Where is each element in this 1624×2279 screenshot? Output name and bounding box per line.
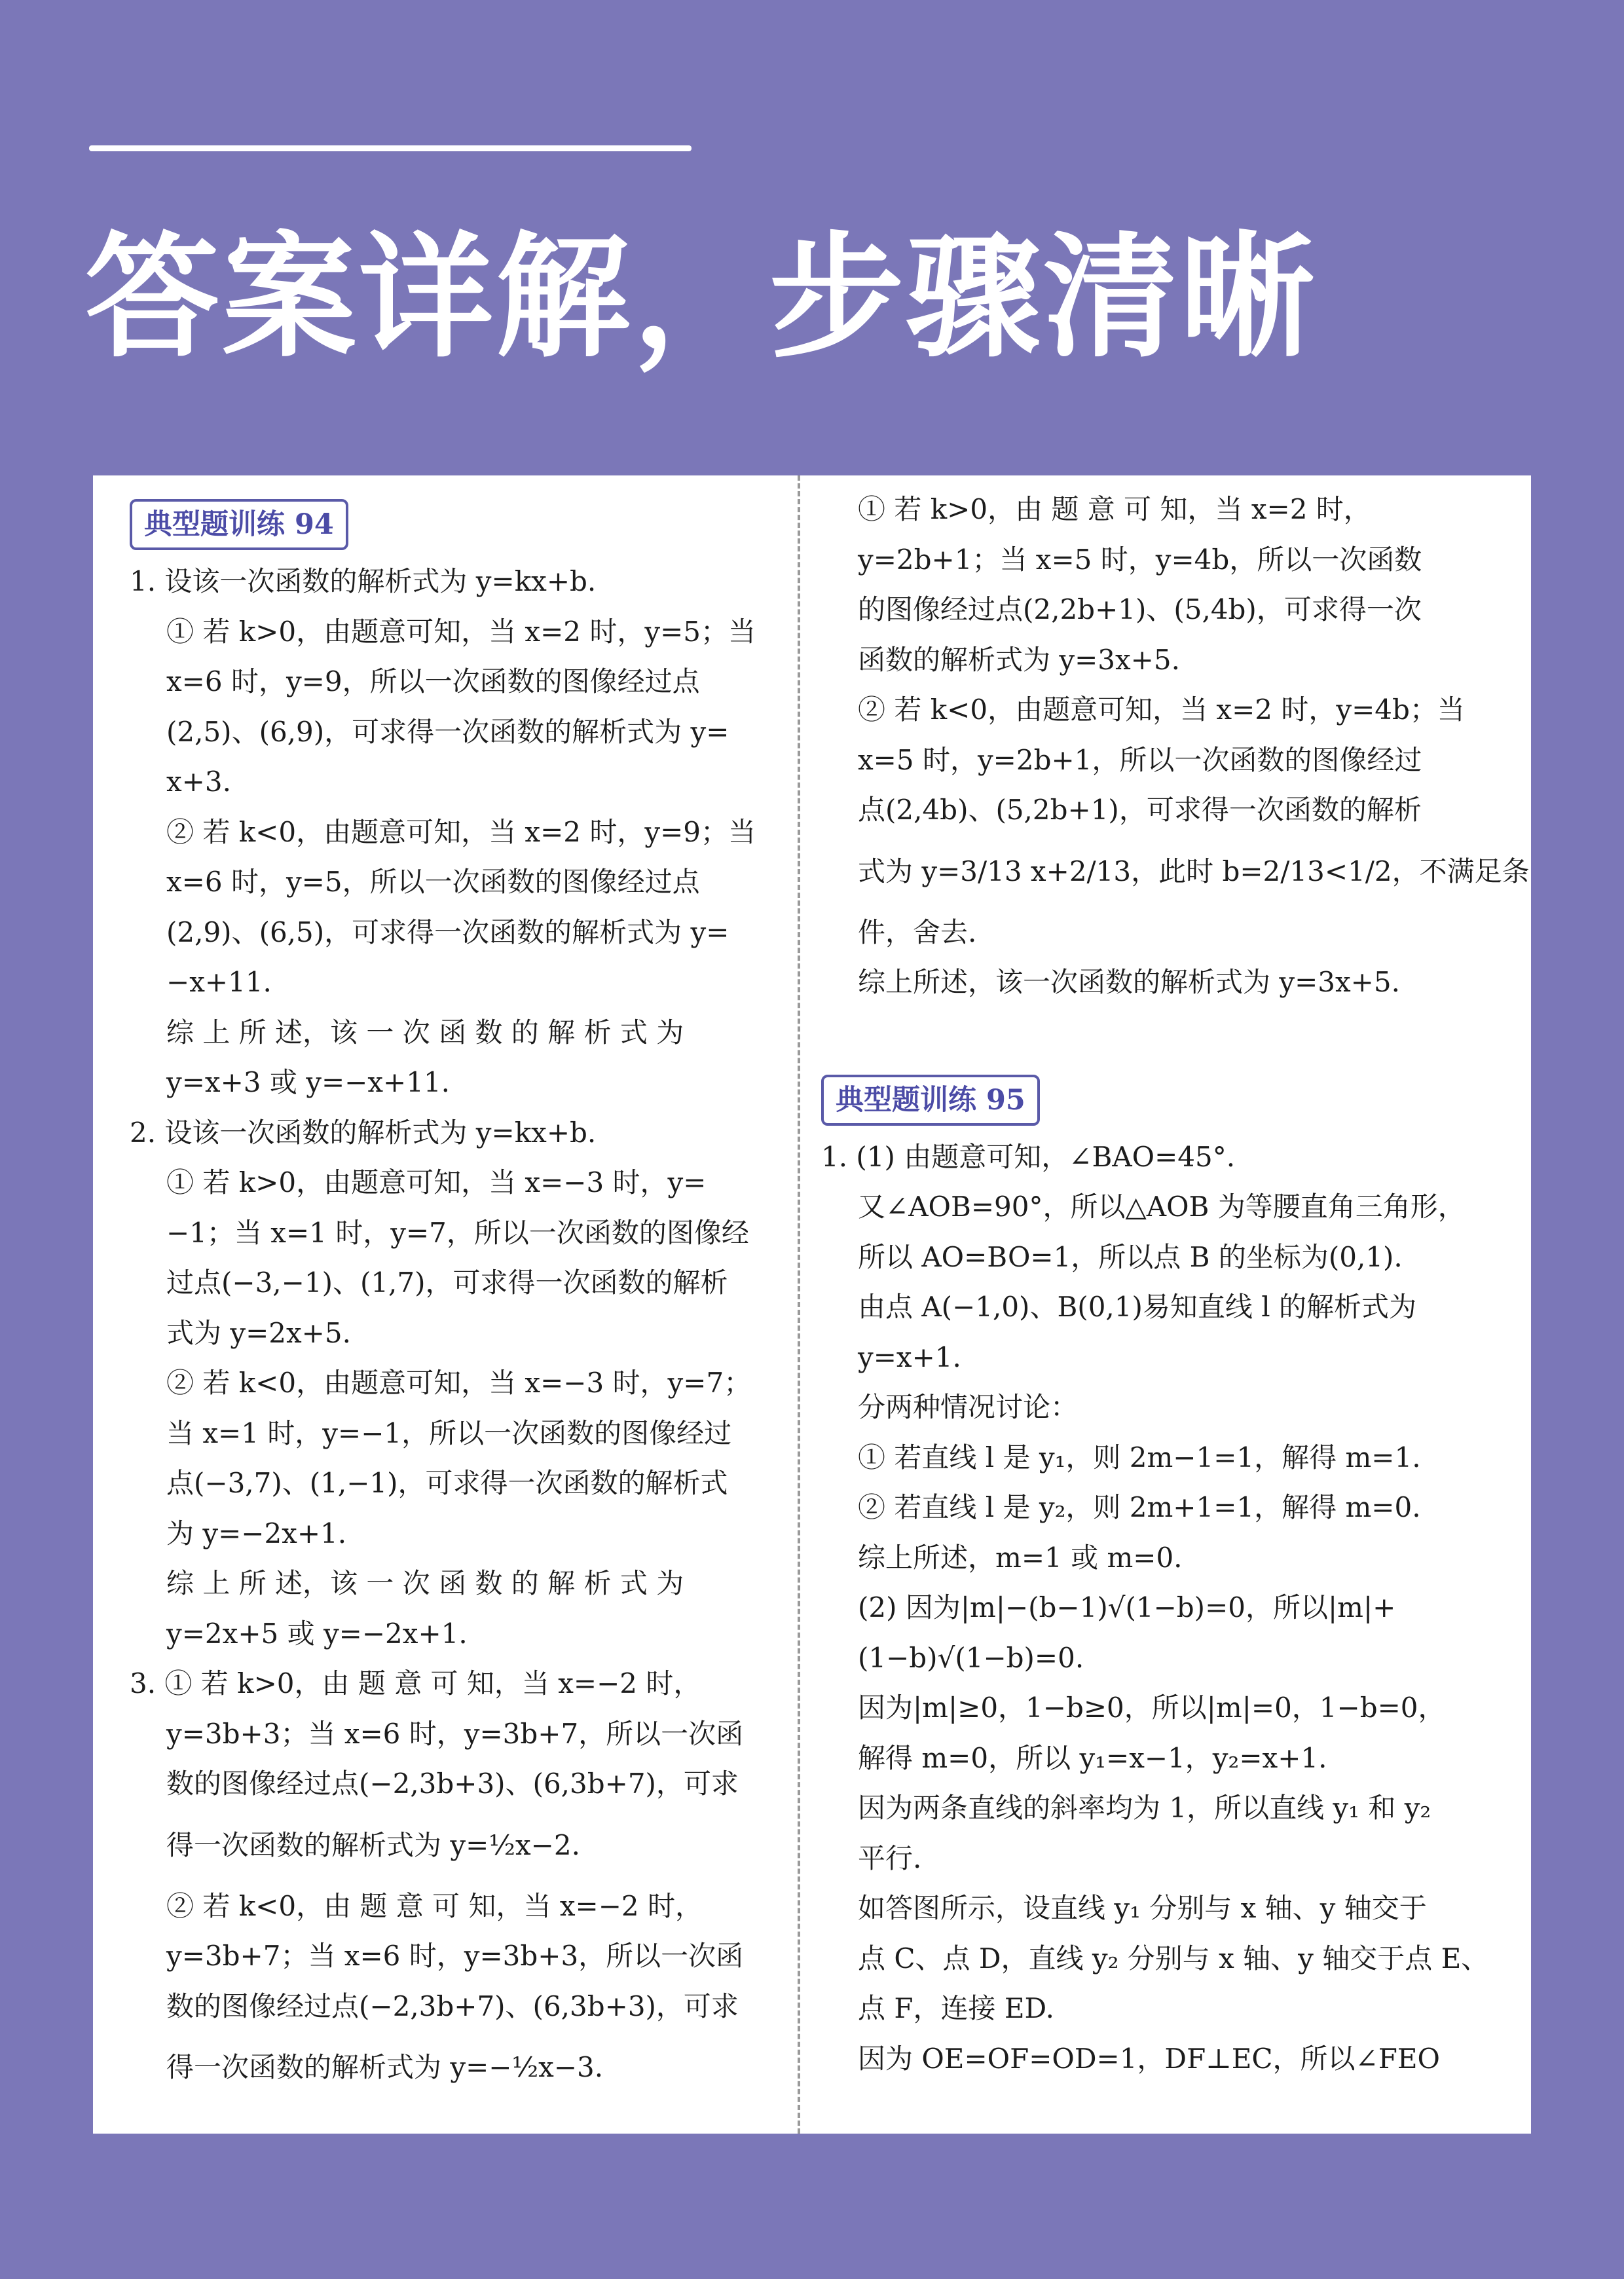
answer-line: y=x+3 或 y=−x+11. (166, 1066, 451, 1098)
answer-line: 又∠AOB=90°，所以△AOB 为等腰直角三角形， (858, 1191, 1466, 1223)
answer-sheet (93, 475, 1531, 2134)
answer-line: 因为两条直线的斜率均为 1，所以直线 y₁ 和 y₂ (858, 1792, 1431, 1824)
column-divider (798, 475, 800, 2134)
answer-line: (1−b)√(1−b)=0. (858, 1641, 1084, 1674)
answer-line: ② 若直线 l 是 y₂，则 2m+1=1，解得 m=0. (858, 1491, 1421, 1523)
answer-line: 函数的解析式为 y=3x+5. (858, 643, 1180, 676)
answer-line: 得一次函数的解析式为 y=½x−2. (166, 1828, 580, 1861)
answer-line: x+3. (166, 766, 231, 798)
answer-line: ② 若 k<0，由题意可知，当 x=−3 时，y=7； (166, 1367, 752, 1399)
answer-line: 过点(−3,−1)、(1,7)，可求得一次函数的解析 (166, 1267, 728, 1299)
answer-line: 综 上 所 述，该 一 次 函 数 的 解 析 式 为 (166, 1567, 684, 1599)
answer-line: x=6 时，y=9，所以一次函数的图像经过点 (166, 665, 700, 697)
answer-line: y=2x+5 或 y=−2x+1. (166, 1617, 468, 1650)
answer-line: 式为 y=3/13 x+2/13，此时 b=2/13<1/2，不满足条 (858, 855, 1530, 887)
answer-line: 1. 设该一次函数的解析式为 y=kx+b. (130, 565, 597, 597)
answer-line: 所以 AO=BO=1，所以点 B 的坐标为(0,1). (858, 1240, 1403, 1273)
answer-line: 分两种情况讨论： (858, 1391, 1079, 1423)
answer-line: 为 y=−2x+1. (166, 1517, 347, 1549)
section-badge-95: 典型题训练 95 (821, 1075, 1040, 1126)
answer-line: y=2b+1；当 x=5 时，y=4b，所以一次函数 (858, 543, 1422, 576)
answer-line: ① 若 k>0，由 题 意 可 知，当 x=2 时， (858, 493, 1371, 525)
answer-line: (2,9)、(6,5)，可求得一次函数的解析式为 y= (166, 916, 729, 948)
answer-line: 的图像经过点(2,2b+1)、(5,4b)，可求得一次 (858, 593, 1422, 625)
answer-line: 综上所述，m=1 或 m=0. (858, 1541, 1183, 1574)
answer-line: ② 若 k<0，由题意可知，当 x=2 时，y=4b；当 (858, 694, 1465, 726)
right-answer-lines-b (821, 1132, 1509, 2084)
answer-line: ① 若 k>0，由题意可知，当 x=−3 时，y= (166, 1166, 707, 1198)
answer-line: 数的图像经过点(−2,3b+3)、(6,3b+7)，可求 (166, 1768, 739, 1800)
answer-line: 由点 A(−1,0)、B(0,1)易知直线 l 的解析式为 (858, 1291, 1417, 1323)
answer-line: ① 若 k>0，由题意可知，当 x=2 时，y=5；当 (166, 615, 756, 648)
left-column (130, 495, 787, 2103)
answer-line: 2. 设该一次函数的解析式为 y=kx+b. (130, 1116, 597, 1149)
right-answer-lines-a (821, 485, 1530, 1008)
answer-line: 件，舍去. (858, 916, 977, 948)
answer-line: 点(2,4b)、(5,2b+1)，可求得一次函数的解析 (858, 794, 1422, 826)
answer-line: (2,5)、(6,9)，可求得一次函数的解析式为 y= (166, 715, 729, 748)
answer-line: 3. ① 若 k>0，由 题 意 可 知，当 x=−2 时， (130, 1667, 701, 1699)
right-column (821, 485, 1530, 2084)
answer-line: y=3b+7；当 x=6 时，y=3b+3，所以一次函 (166, 1940, 744, 1972)
section-badge-94: 典型题训练 94 (130, 499, 348, 550)
answer-line: x=6 时，y=5，所以一次函数的图像经过点 (166, 866, 700, 898)
answer-line: ② 若 k<0，由题意可知，当 x=2 时，y=9；当 (166, 815, 756, 848)
header-rule (89, 145, 692, 151)
answer-line: 综上所述，该一次函数的解析式为 y=3x+5. (858, 966, 1400, 998)
section-gap (821, 1008, 1509, 1071)
answer-line: 1. (1) 由题意可知，∠BAO=45°. (821, 1140, 1236, 1173)
answer-line: 解得 m=0，所以 y₁=x−1，y₂=x+1. (858, 1741, 1327, 1774)
answer-line: 式为 y=2x+5. (166, 1316, 351, 1349)
answer-line: y=x+1. (858, 1341, 961, 1373)
answer-line: 当 x=1 时，y=−1，所以一次函数的图像经过 (166, 1417, 732, 1449)
left-answer-lines (130, 557, 787, 2103)
answer-line: y=3b+3；当 x=6 时，y=3b+7，所以一次函 (166, 1717, 744, 1750)
page-title: 答案详解，步骤清晰 (85, 220, 1317, 376)
answer-line: ① 若直线 l 是 y₁，则 2m−1=1，解得 m=1. (858, 1441, 1421, 1473)
answer-line: 因为|m|≥0，1−b≥0，所以|m|=0，1−b=0， (858, 1692, 1446, 1724)
answer-line: 得一次函数的解析式为 y=−½x−3. (166, 2051, 604, 2083)
answer-line: 点 F，连接 ED. (858, 1992, 1055, 2024)
answer-line: 综 上 所 述，该 一 次 函 数 的 解 析 式 为 (166, 1016, 684, 1048)
answer-line: 点 C、点 D，直线 y₂ 分别与 x 轴、y 轴交于点 E、 (858, 1942, 1489, 1974)
answer-line: x=5 时，y=2b+1，所以一次函数的图像经过 (858, 743, 1422, 776)
answer-line: (2) 因为|m|−(b−1)√(1−b)=0，所以|m|+ (858, 1591, 1396, 1623)
answer-line: 数的图像经过点(−2,3b+7)、(6,3b+3)，可求 (166, 1990, 739, 2022)
answer-line: 如答图所示，设直线 y₁ 分别与 x 轴、y 轴交于 (858, 1892, 1427, 1924)
answer-line: 平行. (858, 1842, 922, 1874)
answer-line: 因为 OE=OF=OD=1，DF⊥EC，所以∠FEO (858, 2042, 1440, 2075)
answer-line: ② 若 k<0，由 题 意 可 知，当 x=−2 时， (166, 1889, 703, 1922)
answer-line: 点(−3,7)、(1,−1)，可求得一次函数的解析式 (166, 1467, 728, 1499)
answer-line: −1；当 x=1 时，y=7，所以一次函数的图像经 (166, 1216, 749, 1249)
answer-line: −x+11. (166, 966, 272, 998)
